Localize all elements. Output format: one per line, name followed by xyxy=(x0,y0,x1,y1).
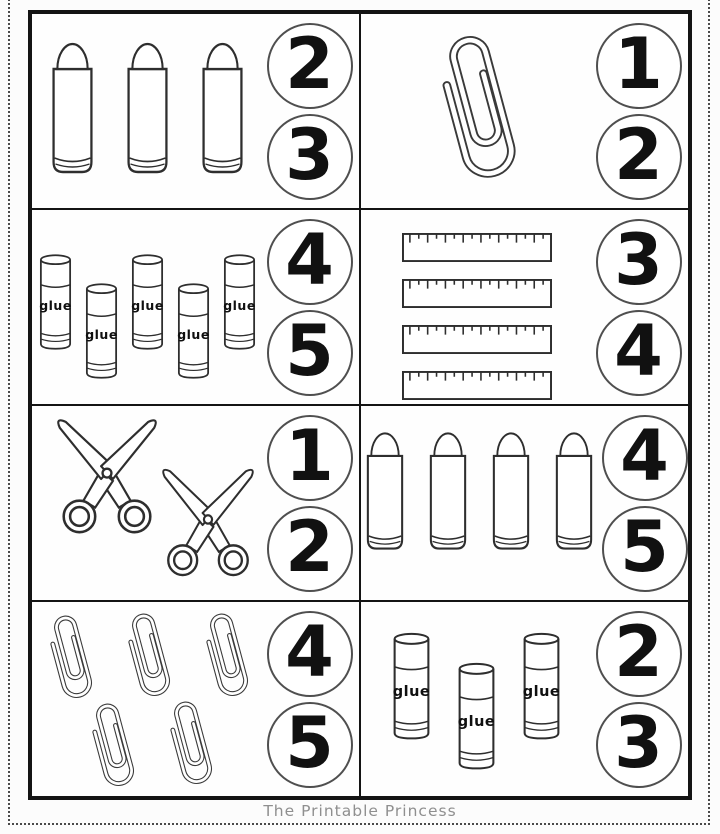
answer-number: 5 xyxy=(620,505,669,588)
answer-number: 4 xyxy=(285,218,334,301)
answer-circle[interactable] xyxy=(596,219,682,305)
object-group-paperclips xyxy=(32,602,263,796)
glue-stick-label: glue xyxy=(177,327,210,342)
cell-rulers xyxy=(360,209,689,405)
glue-image xyxy=(82,279,121,381)
answer-circle[interactable] xyxy=(596,310,682,396)
answer-circle[interactable] xyxy=(596,23,682,109)
object-group-scissors xyxy=(32,406,263,600)
answer-circle[interactable] xyxy=(602,415,688,501)
answer-number: 1 xyxy=(614,22,663,105)
object-group-glue-sticks xyxy=(361,602,592,796)
crayon-image xyxy=(121,38,174,178)
answer-circle[interactable] xyxy=(596,611,682,697)
answer-circle[interactable] xyxy=(602,506,688,592)
answer-number: 3 xyxy=(614,218,663,301)
glue-image xyxy=(454,658,499,772)
object-group-crayons xyxy=(361,406,598,600)
cell-crayons xyxy=(360,405,689,601)
paperclip-image xyxy=(33,607,107,709)
answer-number: 2 xyxy=(285,22,334,105)
crayon-image xyxy=(46,38,99,178)
answer-circle[interactable] xyxy=(267,23,353,109)
answer-choices xyxy=(263,210,359,404)
paperclip-image xyxy=(111,605,185,707)
cell-paperclip xyxy=(360,13,689,209)
scissors-image xyxy=(46,412,168,546)
worksheet-grid xyxy=(28,10,692,800)
answer-choices xyxy=(598,406,689,600)
answer-number: 2 xyxy=(614,610,663,693)
answer-number: 2 xyxy=(614,113,663,196)
object-group-crayons xyxy=(32,14,263,208)
object-group-glue-sticks xyxy=(32,210,263,404)
answer-choices xyxy=(263,14,359,208)
answer-number: 3 xyxy=(614,701,663,784)
answer-number: 1 xyxy=(285,414,334,497)
ruler-image xyxy=(402,279,552,308)
footer-credit: The Printable Princess xyxy=(263,801,457,820)
crayon-image xyxy=(361,428,409,554)
paperclip-image xyxy=(75,695,149,797)
cell-crayons xyxy=(31,13,360,209)
answer-number: 3 xyxy=(285,113,334,196)
answer-choices xyxy=(263,406,359,600)
answer-number: 2 xyxy=(285,505,334,588)
crayon-image xyxy=(487,428,535,554)
ruler-image xyxy=(402,233,552,262)
answer-circle[interactable] xyxy=(267,415,353,501)
answer-choices xyxy=(592,210,688,404)
answer-circle[interactable] xyxy=(267,114,353,200)
glue-stick-label: glue xyxy=(392,684,431,700)
answer-number: 5 xyxy=(285,701,334,784)
crayon-image xyxy=(550,428,598,554)
answer-circle[interactable] xyxy=(267,702,353,788)
glue-image xyxy=(128,250,167,352)
cell-scissors xyxy=(31,405,360,601)
answer-circle[interactable] xyxy=(267,506,353,592)
ruler-image xyxy=(402,371,552,400)
glue-stick-label: glue xyxy=(522,684,561,700)
crayon-image xyxy=(424,428,472,554)
paperclip-image xyxy=(412,21,542,197)
glue-image xyxy=(519,628,564,742)
scissors-image xyxy=(152,462,264,588)
glue-image xyxy=(36,250,75,352)
answer-number: 4 xyxy=(614,309,663,392)
answer-circle[interactable] xyxy=(267,219,353,305)
object-group-rulers xyxy=(361,210,592,404)
glue-image xyxy=(220,250,259,352)
object-group-paperclips xyxy=(361,14,592,208)
paperclip-image xyxy=(153,693,227,795)
cell-glue-sticks xyxy=(360,601,689,797)
glue-stick-label: glue xyxy=(39,298,72,313)
cell-paperclips xyxy=(31,601,360,797)
answer-circle[interactable] xyxy=(267,310,353,396)
answer-number: 4 xyxy=(620,414,669,497)
answer-circle[interactable] xyxy=(596,114,682,200)
glue-image xyxy=(389,628,434,742)
answer-choices xyxy=(592,602,688,796)
answer-number: 5 xyxy=(285,309,334,392)
glue-image xyxy=(174,279,213,381)
ruler-image xyxy=(402,325,552,354)
glue-stick-label: glue xyxy=(85,327,118,342)
answer-choices xyxy=(592,14,688,208)
glue-stick-label: glue xyxy=(131,298,164,313)
glue-stick-label: glue xyxy=(457,714,496,730)
answer-choices xyxy=(263,602,359,796)
answer-circle[interactable] xyxy=(596,702,682,788)
paperclip-image xyxy=(189,605,263,707)
cell-glue-sticks xyxy=(31,209,360,405)
answer-number: 4 xyxy=(285,610,334,693)
answer-circle[interactable] xyxy=(267,611,353,697)
crayon-image xyxy=(196,38,249,178)
glue-stick-label: glue xyxy=(223,298,256,313)
